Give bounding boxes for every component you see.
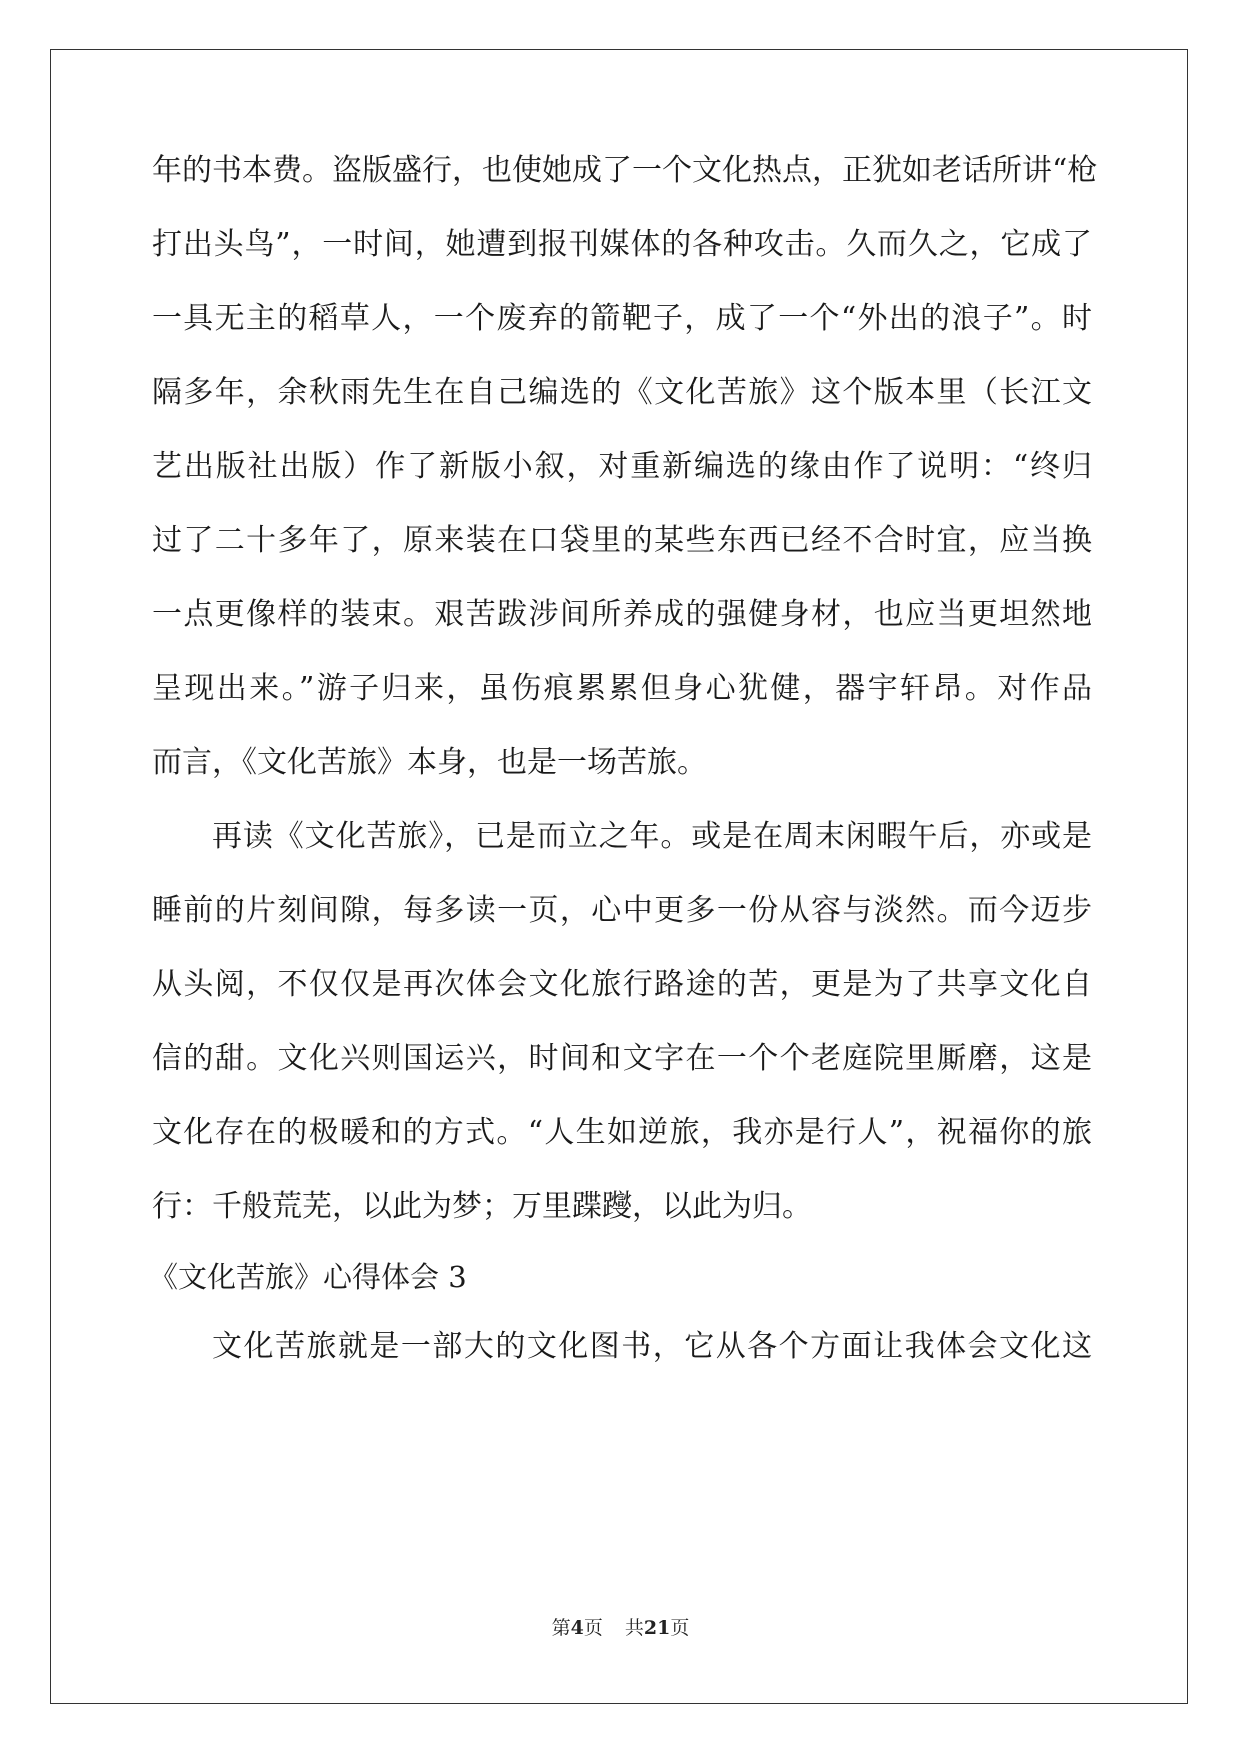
- paragraph-1-line-1: 年的书本费。盗版盛行，也使她成了一个文化热点，正犹如老话所讲“枪: [152, 153, 1098, 188]
- paragraph-2-line-5: 文化存在的极暖和的方式。“人生如逆旅，我亦是行人”，祝福你的旅: [152, 1115, 1092, 1150]
- paragraph-2-line-3: 从头阅，不仅仅是再次体会文化旅行路途的苦，更是为了共享文化自: [152, 967, 1092, 1002]
- total-suffix: 页: [670, 1617, 690, 1639]
- paragraph-2-line-6: 行：千般荒芜，以此为梦；万里蹀躞，以此为归。: [152, 1189, 812, 1224]
- paragraph-1-line-3: 一具无主的稻草人，一个废弃的箭靶子，成了一个“外出的浪子”。时: [152, 301, 1092, 336]
- paragraph-3-line-1: 文化苦旅就是一部大的文化图书，它从各个方面让我体会文化这: [212, 1329, 1092, 1364]
- paragraph-1-line-6: 过了二十多年了，原来装在口袋里的某些东西已经不合时宜，应当换: [152, 523, 1092, 558]
- paragraph-1-line-9: 而言，《文化苦旅》本身，也是一场苦旅。: [152, 745, 707, 780]
- total-prefix: 共: [624, 1617, 644, 1639]
- paragraph-2-line-4: 信的甜。文化兴则国运兴，时间和文字在一个个老庭院里厮磨，这是: [152, 1041, 1092, 1076]
- paragraph-1-line-7: 一点更像样的装束。艰苦跋涉间所养成的强健身材，也应当更坦然地: [152, 597, 1092, 632]
- paragraph-2-line-2: 睡前的片刻间隙，每多读一页，心中更多一份从容与淡然。而今迈步: [152, 893, 1092, 928]
- paragraph-1-line-4: 隔多年，余秋雨先生在自己编选的《文化苦旅》这个版本里（长江文: [152, 375, 1092, 410]
- paragraph-1-line-8: 呈现出来。”游子归来，虽伤痕累累但身心犹健，器宇轩昂。对作品: [152, 671, 1092, 706]
- paragraph-2-line-1: 再读《文化苦旅》，已是而立之年。或是在周末闲暇午后，亦或是: [212, 819, 1092, 854]
- total-page-count: 21: [643, 1617, 671, 1639]
- page-number-footer: [0, 1616, 1241, 1640]
- page-suffix: 页: [583, 1617, 603, 1639]
- page-prefix: 第: [551, 1617, 571, 1639]
- paragraph-1-line-2: 打出头鸟”，一时间，她遭到报刊媒体的各种攻击。久而久之，它成了: [152, 227, 1092, 262]
- paragraph-1-line-5: 艺出版社出版）作了新版小叙，对重新编选的缘由作了说明：“终归: [152, 449, 1092, 484]
- page-border: [50, 49, 1188, 1704]
- current-page-number: 4: [570, 1617, 584, 1639]
- section-heading: 《文化苦旅》心得体会 3: [149, 1260, 467, 1294]
